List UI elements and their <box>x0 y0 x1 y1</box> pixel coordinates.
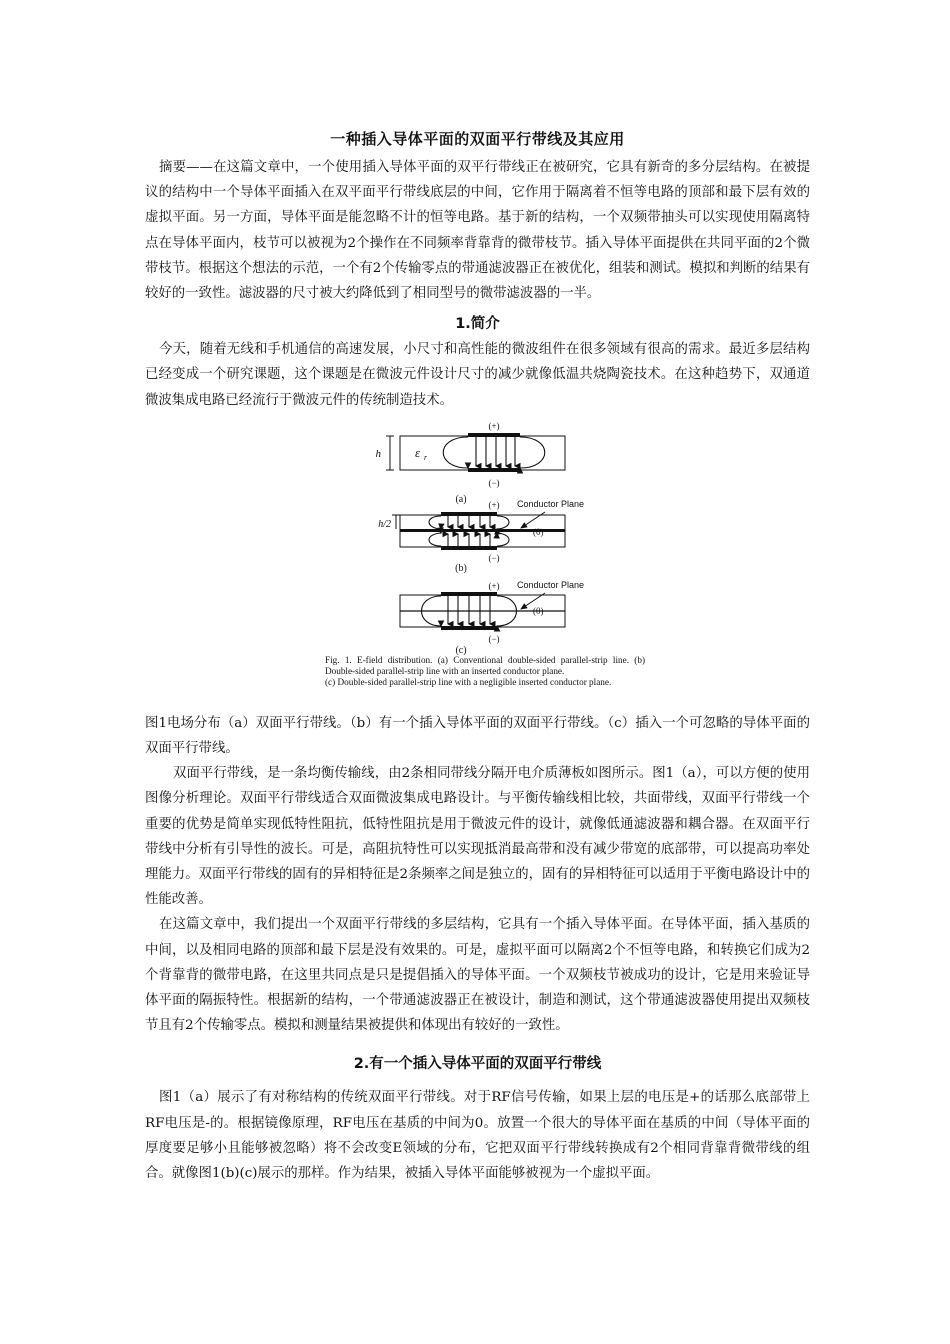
label-conductor-plane-b: Conductor Plane <box>517 498 585 509</box>
label-minus-b: (−) <box>488 552 500 563</box>
intro-paragraph-1: 今天，随着无线和手机通信的高速发展，小尺寸和高性能的微波组件在很多领域有很高的需求。最近多层结构已经变成一个研究课题，这个课题是在微波元件设计尺寸的减少就像低温共烧陶瓷技术。在这种趋势下，双通道微波集成电路已经流行于微波元件的传统制造技术。 <box>145 342 810 408</box>
diagram-b <box>378 499 584 574</box>
figure-1-caption-en-line2: (c) Double-sided parallel-strip line with a negligible inserted conductor plane. <box>325 676 612 687</box>
label-conductor-plane-c: Conductor Plane <box>517 579 585 590</box>
label-h: h <box>375 447 381 460</box>
section-1-heading: 1.简介 <box>455 316 500 333</box>
label-plus-a: (+) <box>488 420 500 431</box>
label-plus-c: (+) <box>488 580 500 591</box>
intro-paragraph-2: 双面平行带线，是一条均衡传输线，由2条相同带线分隔开电介质薄板如图所示。图1（a），可以方便的使用图像分析理论。双面平行带线适合双面微波集成电路设计。与平衡传输线相比较，共面带线，双面平行带线一个重要的优势是简单实现低特性阻抗，低特性阻抗是用于微波元件的设计，就像低通滤波器和耦合器。在双面平行带线中分析有引导性的波长。可是，高阻抗特性可以实现抵消最高带和没有减少带宽的底部带，可以提高功率处理能力。双面平行带线的固有的异相特征是2条频率之间是独立的，固有的异相特征可以适用于平衡电路设计中的性能改善。 <box>145 766 810 908</box>
diagram-c <box>400 580 584 656</box>
label-epsilon-sub: r <box>424 452 428 462</box>
diagram-a <box>376 421 566 505</box>
section-2-heading: 2.有一个插入导体平面的双面平行带线 <box>353 1056 602 1073</box>
label-epsilon: ε <box>415 444 421 460</box>
figure-1-caption-en-line1: Fig. 1. E-field distribution. (a) Conventional double-sided parallel-strip line. (b) Double-sided parallel-strip line with an inserted conductor plane. <box>325 654 645 676</box>
label-a: (a) <box>455 493 467 505</box>
label-c: (c) <box>455 644 467 656</box>
label-plus-b: (+) <box>488 499 500 510</box>
label-zero-c: (0) <box>533 605 544 616</box>
paper-page <box>145 120 810 1186</box>
label-zero-b: (0) <box>533 526 544 537</box>
label-h-half: h/2 <box>378 518 391 530</box>
paper-title: 一种插入导体平面的双面平行带线及其应用 <box>330 130 625 148</box>
figure-1-caption-cn: 图1电场分布（a）双面平行带线。（b）有一个插入导体平面的双面平行带线。（c）插入一个可忽略的导体平面的双面平行带线。 <box>145 715 810 757</box>
figure-1-caption-en <box>325 655 645 688</box>
label-minus-a: (−) <box>488 477 500 488</box>
label-b: (b) <box>455 562 467 574</box>
section-2-paragraph-1: 图1（a）展示了有对称结构的传统双面平行带线。对于RF信号传输，如果上层的电压是+的话那么底部带上RF电压是-的。根据镜像原理，RF电压在基质的中间为0。放置一个很大的导体平面在基质的中间（导体平面的厚度要足够小且能够被忽略）将不会改变E领域的分布，它把双面平行带线转换成有2个相同背靠背微带线的组合。就像图1(b)(c)展示的那样。作为结果，被插入导体平面能够被视为一个虚拟平面。 <box>145 1090 810 1182</box>
label-minus-c: (−) <box>488 633 500 644</box>
intro-paragraph-3: 在这篇文章中，我们提出一个双面平行带线的多层结构，它具有一个插入导体平面。在导体平面，插入基质的中间，以及相同电路的顶部和最下层是没有效果的。可是，虚拟平面可以隔离2个不恒等电路，和转换它们成为2个背靠背的微带电路，在这里共同点是只是提倡插入的导体平面。一个双频枝节被成功的设计，它是用来验证导体平面的隔振特性。根据新的结构，一个带通滤波器正在被设计，制造和测试，这个带通滤波器使用提出双频枝节且有2个传输零点。模拟和测量结果被提供和体现出有较好的一致性。 <box>145 917 810 1034</box>
abstract-paragraph: 摘要——在这篇文章中，一个使用插入导体平面的双平行带线正在被研究，它具有新奇的多分层结构。在被提议的结构中一个导体平面插入在双平面平行带线底层的中间，它作用于隔离着不恒等电路的顶部和最下层有效的虚拟平面。另一方面，导体平面是能忽略不计的恒等电路。基于新的结构，一个双频带抽头可以实现使用隔离特点在导体平面内，枝节可以被视为2个操作在不同频率背靠背的微带枝节。插入导体平面提供在共同平面的2个微带枝节。根据这个想法的示范，一个有2个传输零点的带通滤波器正在被优化，组装和测试。模拟和判断的结果有较好的一致性。滤波器的尺寸被大约降低到了相同型号的微带滤波器的一半。 <box>145 160 810 302</box>
figure-1 <box>145 415 810 707</box>
